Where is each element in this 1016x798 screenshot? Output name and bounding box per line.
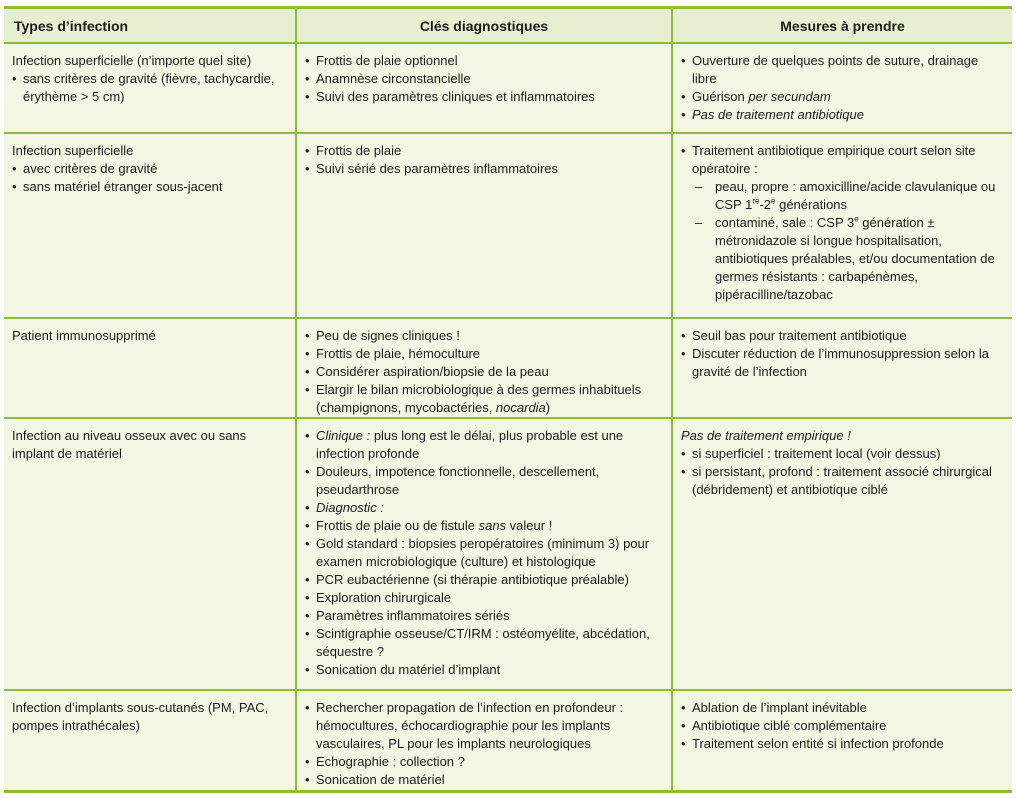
type-item: • sans critères de gravité (fièvre, tachycardie, érythème > 5 cm) (12, 70, 289, 106)
mesure-text: contaminé, sale : CSP 3 (715, 215, 855, 230)
diag-item: • Sonication de matériel (305, 771, 665, 789)
mesure-text: générations (775, 197, 848, 212)
table-row (4, 43, 1012, 133)
mesure-item: • Seuil bas pour traitement antibiotique (681, 327, 1006, 345)
diag-text: Elargir le bilan microbiologique à des germes inhabituels (champignons, mycobactéries, (316, 382, 642, 415)
diag-item: • Anamnèse circonstancielle (305, 70, 665, 88)
type-title: Infection superficielle (n’importe quel site) (12, 53, 252, 68)
diag-item: • Echographie : collection ? (305, 753, 665, 771)
infection-table (4, 6, 1012, 793)
mesure-subitem (681, 178, 1006, 214)
diag-text: valeur ! (506, 518, 553, 533)
diag-item: • Frottis de plaie (305, 142, 665, 160)
diag-item: • Diagnostic : (305, 499, 665, 517)
cell-mesures (672, 318, 1012, 418)
table-row (4, 690, 1012, 790)
mesure-heading: Pas de traitement empirique ! (681, 428, 851, 443)
cell-diag (296, 133, 672, 318)
cell-mesures (672, 43, 1012, 133)
cell-mesures (672, 418, 1012, 690)
diag-item: • Suivi des paramètres cliniques et inflammatoires (305, 88, 665, 106)
diag-item: • Scintigraphie osseuse/CT/IRM : ostéomyélite, abcédation, séquestre ? (305, 625, 665, 661)
mesure-item: • Traitement selon entité si infection profonde (681, 735, 1006, 753)
diag-item: • Douleurs, impotence fonctionnelle, descellement, pseudarthrose (305, 463, 665, 499)
superscript: e (771, 196, 776, 206)
mesure-text: Guérison (692, 89, 749, 104)
mesure-text: -2 (759, 197, 772, 212)
mesure-item: • Antibiotique ciblé complémentaire (681, 717, 1006, 735)
diag-item: • Suivi sérié des paramètres inflammatoires (305, 160, 665, 178)
superscript: e (854, 214, 859, 224)
mesure-item (681, 88, 1006, 106)
diag-italic: Clinique : (316, 428, 371, 443)
mesure-text: génération ± métronidazole si longue hospitalisation, antibiotiques préalables, et/ou documentation de germes résistants : carbapénèmes, pipéracilline/tazobac (715, 215, 995, 302)
mesure-italic: per secundam (748, 89, 831, 104)
diag-item: • Exploration chirurgicale (305, 589, 665, 607)
mesure-item: • Traitement antibiotique empirique court selon site opératoire : (681, 142, 1006, 178)
mesure-text: peau, propre : amoxicilline/acide clavulanique ou CSP 1 (715, 179, 996, 212)
type-item: • sans matériel étranger sous-jacent (12, 178, 289, 196)
diag-item (305, 517, 665, 535)
superscript: re (752, 196, 760, 206)
type-title: Infection d’implants sous-cutanés (PM, PAC, pompes intrathécales) (12, 700, 269, 733)
cell-mesures (672, 690, 1012, 790)
mesure-subitem (681, 214, 1006, 304)
diag-text: plus long est le délai, plus probable est une infection profonde (316, 428, 624, 461)
diag-italic: nocardia (495, 400, 546, 415)
table-row (4, 418, 1012, 690)
table (4, 9, 1012, 790)
mesure-item: • Pas de traitement antibiotique (681, 106, 1006, 124)
mesure-item: • si superficiel : traitement local (voir dessus) (681, 445, 1006, 463)
cell-type (4, 43, 296, 133)
cell-mesures (672, 133, 1012, 318)
diag-item: • Frottis de plaie optionnel (305, 52, 665, 70)
diag-item: • Frottis de plaie, hémoculture (305, 345, 665, 363)
cell-diag (296, 43, 672, 133)
mesure-item: • Ouverture de quelques points de suture, drainage libre (681, 52, 1006, 88)
type-title: Patient immunosupprimé (12, 328, 156, 343)
cell-type (4, 133, 296, 318)
cell-type (4, 318, 296, 418)
diag-item (305, 381, 665, 417)
cell-type (4, 418, 296, 690)
diag-item: • PCR eubactérienne (si thérapie antibiotique préalable) (305, 571, 665, 589)
mesure-item: • Ablation de l’implant inévitable (681, 699, 1006, 717)
type-title: Infection superficielle (12, 143, 134, 158)
diag-item: • Paramètres inflammatoires sériés (305, 607, 665, 625)
diag-item (305, 427, 665, 463)
cell-diag (296, 690, 672, 790)
table-row (4, 318, 1012, 418)
diag-item: • Peu de signes cliniques ! (305, 327, 665, 345)
diag-item: • Sonication du matériel d’implant (305, 661, 665, 679)
table-row (4, 133, 1012, 318)
header-row (4, 9, 1012, 43)
mesure-item: • si persistant, profond : traitement associé chirurgical (débridement) et antibiotique ciblé (681, 463, 1006, 499)
diag-text: Frottis de plaie ou de fistule (316, 518, 479, 533)
cell-diag (296, 418, 672, 690)
header-mesures: Mesures à prendre (672, 9, 1012, 43)
diag-italic: sans (478, 518, 507, 533)
diag-item: • Considérer aspiration/biopsie de la peau (305, 363, 665, 381)
mesure-item: • Discuter réduction de l’immunosuppression selon la gravité de l’infection (681, 345, 1006, 381)
diag-text: ) (545, 400, 551, 415)
type-item: • avec critères de gravité (12, 160, 289, 178)
cell-type (4, 690, 296, 790)
cell-diag (296, 318, 672, 418)
header-cles: Clés diagnostiques (296, 9, 672, 43)
type-title: Infection au niveau osseux avec ou sans implant de matériel (12, 428, 247, 461)
diag-item: • Rechercher propagation de l’infection en profondeur : hémocultures, échocardiographie pour les implants vasculaires, PL pour les implants neurologiques (305, 699, 665, 753)
bottom-rule (4, 790, 1012, 793)
diag-item: • Gold standard : biopsies peropératoires (minimum 3) pour examen microbiologique (culture) et histologique (305, 535, 665, 571)
header-types: Types d’infection (4, 9, 296, 43)
